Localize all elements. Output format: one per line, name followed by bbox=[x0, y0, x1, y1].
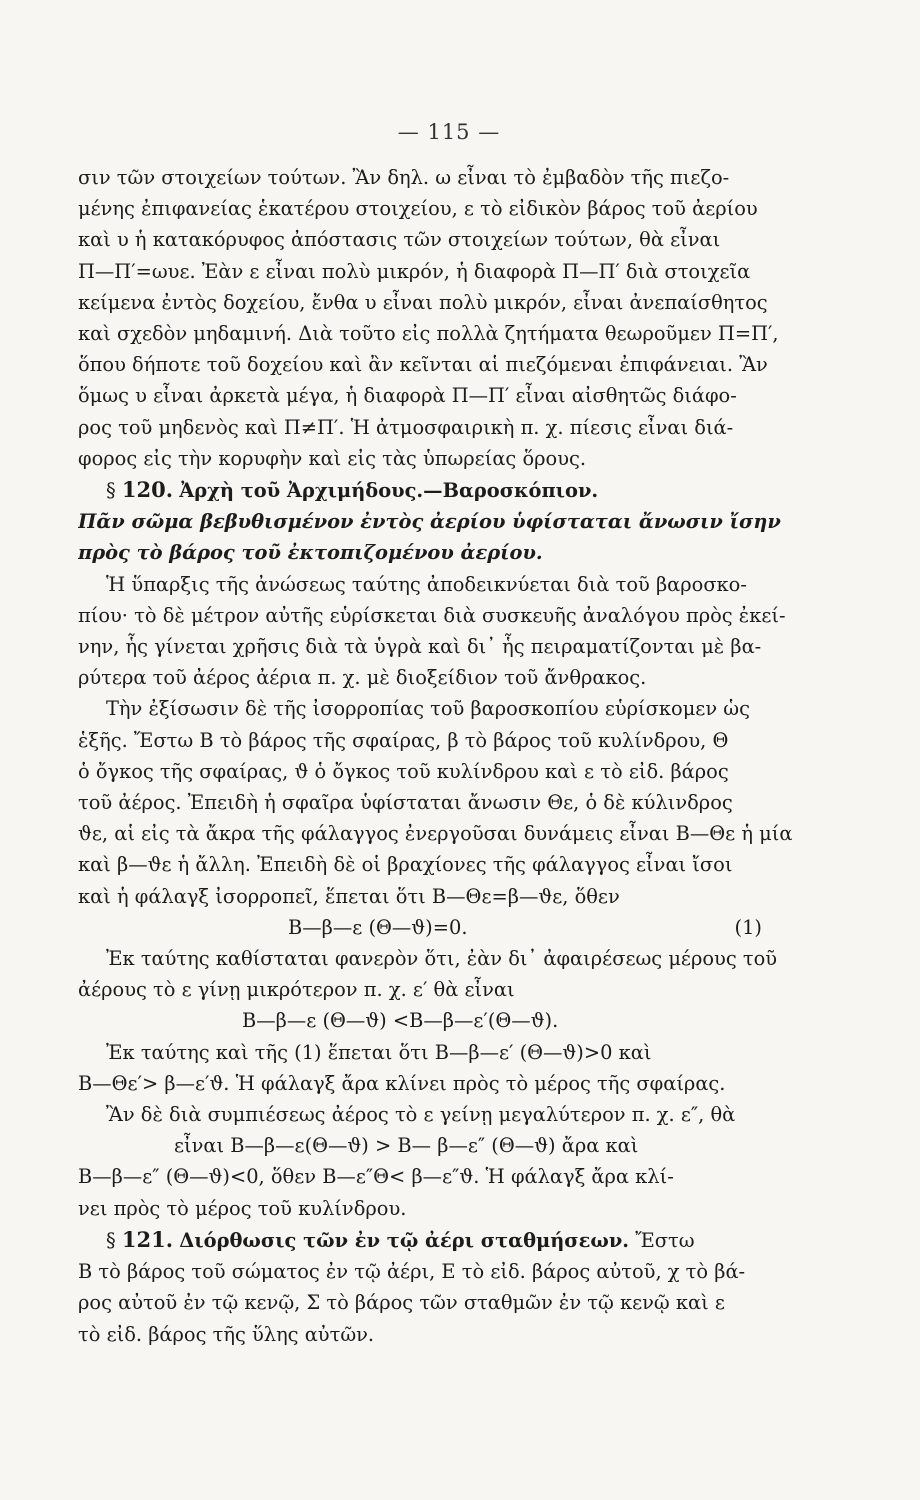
principle-statement: Πᾶν σῶμα βεβυθισμένον ἐντὸς ἀερίου ὑφίσταται ἄνωσιν ἴσην bbox=[78, 510, 781, 534]
text-line: καὶ σχεδὸν μηδαμινή. Διὰ τοῦτο εἰς πολλὰ ζητήματα θεωροῦμεν Π=Π′, bbox=[78, 322, 779, 346]
text-line: Β τὸ βάρος τοῦ σώματος ἐν τῷ ἀέρι, Ε τὸ εἰδ. βάρος αὐτοῦ, χ τὸ βά- bbox=[78, 1260, 746, 1284]
text-line: καὶ ἡ φάλαγξ ἰσορροπεῖ, ἕπεται ὅτι Β—Θε=β—ϑε, ὅθεν bbox=[78, 884, 620, 908]
text-line: ἀέρους τὸ ε γίνῃ μικρότερον π. χ. ε′ θὰ εἶναι bbox=[78, 978, 515, 1002]
text-line: ρος τοῦ μηδενὸς καὶ Π≠Π′. Ἡ ἀτμοσφαιρικὴ π. χ. πίεσις εἶναι διά- bbox=[78, 415, 734, 439]
text-line: Ἂν δὲ διὰ συμπιέσεως ἀέρος τὸ ε γείνῃ μεγαλύτερον π. χ. ε″, θὰ bbox=[106, 1103, 736, 1127]
text-line: πίου· τὸ δὲ μέτρον αὐτῆς εὑρίσκεται διὰ συσκευῆς ἀναλόγου πρὸς ἐκεί- bbox=[78, 603, 786, 627]
page-number: — 115 — bbox=[397, 120, 501, 144]
equation-2: Β—β—ε (Θ—ϑ) <Β—β—ε′(Θ—ϑ). bbox=[242, 1009, 559, 1033]
text-line: ρύτερα τοῦ ἀέρος ἀέρια π. χ. μὲ διοξείδιον τοῦ ἄνθρακος. bbox=[78, 666, 647, 690]
equation-1 bbox=[78, 912, 820, 943]
text-line: Ἐκ ταύτης καὶ τῆς (1) ἕπεται ὅτι Β—β—ε′ (Θ—ϑ)>0 καὶ bbox=[106, 1040, 652, 1064]
section-121 bbox=[78, 1224, 820, 1350]
equation-body: Β—β—ε (Θ—ϑ)=0. bbox=[288, 915, 468, 939]
text-line: Ἐκ ταύτης καθίσταται φανερὸν ὅτι, ἐὰν δι᾽ ἀφαιρέσεως μέρους τοῦ bbox=[106, 947, 778, 971]
equation-3: εἶναι Β—β—ε(Θ—ϑ) > Β— β—ε″ (Θ—ϑ) ἄρα καὶ bbox=[174, 1134, 639, 1158]
section-heading bbox=[78, 474, 820, 506]
section-title: Διόρθωσις τῶν ἐν τῷ ἀέρι σταθμήσεων. bbox=[179, 1228, 630, 1252]
text-line: ὅπου δήποτε τοῦ δοχείου καὶ ἂν κεῖνται αἱ πιεζόμεναι ἐπιφάνειαι. Ἂν bbox=[78, 353, 768, 377]
section-heading bbox=[78, 1224, 820, 1256]
text-line: ϑε, αἱ εἰς τὰ ἄκρα τῆς φάλαγγος ἐνεργοῦσαι δυνάμεις εἶναι Β—Θε ἡ μία bbox=[78, 822, 793, 846]
text-line: ἑξῆς. Ἔστω Β τὸ βάρος τῆς σφαίρας, β τὸ βάρος τοῦ κυλίνδρου, Θ bbox=[78, 728, 729, 752]
equation-number: (1) bbox=[734, 915, 762, 939]
text-line: τοῦ ἀέρος. Ἐπειδὴ ἡ σφαῖρα ὑφίσταται ἄνωσιν Θε, ὁ δὲ κύλινδρος bbox=[78, 791, 733, 815]
section-marker: § bbox=[106, 1228, 116, 1252]
paragraph-continuation bbox=[78, 162, 820, 474]
section-120 bbox=[78, 474, 820, 1224]
text-line: Β—Θε′> β—ε′ϑ. Ἡ φάλαγξ ἄρα κλίνει πρὸς τὸ μέρος τῆς σφαίρας. bbox=[78, 1071, 726, 1095]
text-line: μένης ἐπιφανείας ἑκατέρου στοιχείου, ε τὸ εἰδικὸν βάρος τοῦ ἀερίου bbox=[78, 197, 758, 221]
principle-statement: πρὸς τὸ βάρος τοῦ ἐκτοπιζομένου ἀερίου. bbox=[78, 541, 543, 565]
text-line: ὁ ὄγκος τῆς σφαίρας, ϑ ὁ ὄγκος τοῦ κυλίνδρου καὶ ε τὸ εἰδ. βάρος bbox=[78, 759, 729, 783]
text-line: σιν τῶν στοιχείων τούτων. Ἂν δηλ. ω εἶναι τὸ ἐμβαδὸν τῆς πιεζο- bbox=[78, 166, 730, 189]
text-line: ρος αὐτοῦ ἐν τῷ κενῷ, Σ τὸ βάρος τῶν σταθμῶν ἐν τῷ κενῷ καὶ ε bbox=[78, 1291, 725, 1315]
text-line: νην, ἧς γίνεται χρῆσις διὰ τὰ ὑγρὰ καὶ δι᾽ ἧς πειραματίζονται μὲ βα- bbox=[78, 635, 762, 659]
text-line: ὅμως υ εἶναι ἀρκετὰ μέγα, ἡ διαφορὰ Π—Π′ εἶναι αἰσθητῶς διάφο- bbox=[78, 384, 737, 408]
text-line: φορος εἰς τὴν κορυφὴν καὶ εἰς τὰς ὑπωρείας ὅρους. bbox=[78, 446, 587, 470]
text-line: κείμενα ἐντὸς δοχείου, ἔνθα υ εἶναι πολὺ μικρόν, εἶναι ἀνεπαίσθητος bbox=[78, 290, 768, 314]
text-line: Π—Π′=ωυε. Ἐὰν ε εἶναι πολὺ μικρόν, ἡ διαφορὰ Π—Π′ διὰ στοιχεῖα bbox=[78, 259, 751, 283]
text-line: Β—β—ε″ (Θ—ϑ)<0, ὅθεν Β—ε″Θ< β—ε″ϑ. Ἡ φάλαγξ ἄρα κλί- bbox=[78, 1165, 674, 1189]
text-line: Τὴν ἐξίσωσιν δὲ τῆς ἰσορροπίας τοῦ βαροσκοπίου εὑρίσκομεν ὡς bbox=[106, 697, 750, 721]
text-line: Ἡ ὕπαρξις τῆς ἀνώσεως ταύτης ἀποδεικνύεται διὰ τοῦ βαροσκο- bbox=[106, 572, 747, 596]
section-title: Ἀρχὴ τοῦ Ἀρχιμήδους.—Βαροσκόπιον. bbox=[179, 479, 599, 503]
book-page bbox=[78, 112, 820, 1442]
text-line: καὶ υ ἡ κατακόρυφος ἀπόστασις τῶν στοιχείων τούτων, θὰ εἶναι bbox=[78, 228, 721, 252]
text-line: τὸ εἰδ. βάρος τῆς ὕλης αὐτῶν. bbox=[78, 1322, 375, 1346]
text-line: νει πρὸς τὸ μέρος τοῦ κυλίνδρου. bbox=[78, 1196, 407, 1220]
section-number: 121. bbox=[121, 1226, 174, 1252]
section-marker: § bbox=[106, 479, 116, 503]
text-line: καὶ β—ϑε ἡ ἄλλη. Ἐπειδὴ δὲ οἱ βραχίονες τῆς φάλαγγος εἶναι ἴσοι bbox=[78, 853, 733, 877]
section-number: 120. bbox=[121, 477, 174, 503]
text-fragment: Ἔστω bbox=[635, 1228, 695, 1252]
